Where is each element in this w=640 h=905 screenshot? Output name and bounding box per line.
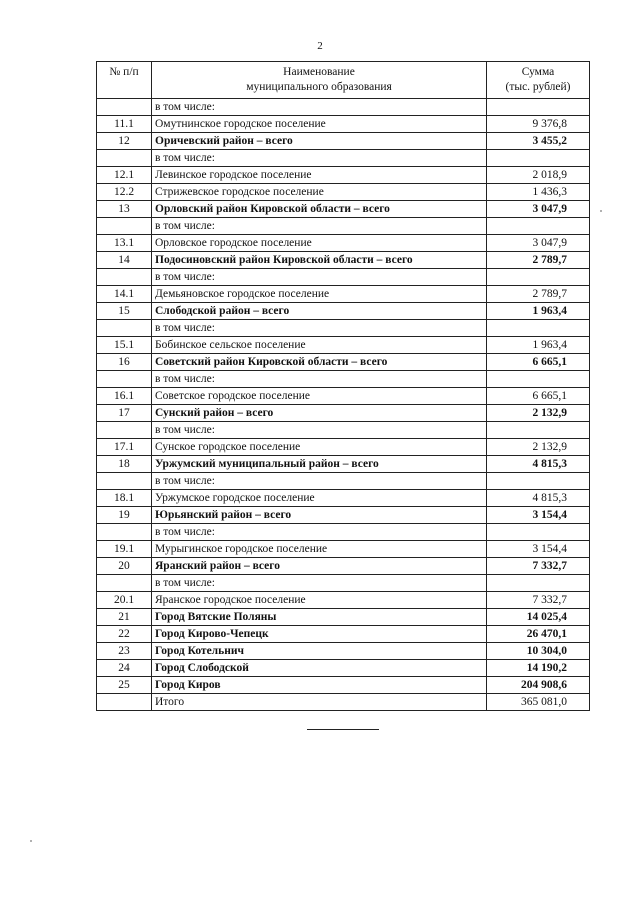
row-sum [487,524,590,541]
row-sum: 365 081,0 [487,694,590,711]
table-row [97,558,590,575]
row-sum [487,422,590,439]
table-row [97,133,590,150]
row-num [97,575,152,592]
row-num: 12 [97,133,152,150]
row-sum: 3 455,2 [487,133,590,150]
table-row [97,524,590,541]
table-row [97,303,590,320]
table-row [97,660,590,677]
table-row [97,609,590,626]
row-name: Орловский район Кировской области – всего [152,201,487,218]
table-row [97,643,590,660]
row-name: Уржумское городское поселение [152,490,487,507]
row-name: Сунское городское поселение [152,439,487,456]
row-sum: 9 376,8 [487,116,590,133]
table-row [97,218,590,235]
row-name: Подосиновский район Кировской области – всего [152,252,487,269]
row-num: 14 [97,252,152,269]
row-num: 22 [97,626,152,643]
table-row [97,405,590,422]
table-row [97,507,590,524]
table-row [97,184,590,201]
row-sum: 204 908,6 [487,677,590,694]
table-row [97,490,590,507]
table-row [97,456,590,473]
row-num: 25 [97,677,152,694]
row-num: 19 [97,507,152,524]
table-row [97,626,590,643]
row-num: 14.1 [97,286,152,303]
row-num [97,422,152,439]
row-sum: 14 190,2 [487,660,590,677]
row-sum: 6 665,1 [487,354,590,371]
header-num: № п/п [97,62,152,99]
row-name: Оричевский район – всего [152,133,487,150]
table-row [97,320,590,337]
row-num: 19.1 [97,541,152,558]
row-name: Сунский район – всего [152,405,487,422]
row-sum [487,575,590,592]
row-sum: 2 789,7 [487,286,590,303]
row-sum: 14 025,4 [487,609,590,626]
row-name: Город Слободской [152,660,487,677]
row-name: Яранский район – всего [152,558,487,575]
row-name: в том числе: [152,422,487,439]
row-num: 13 [97,201,152,218]
row-sum: 1 436,3 [487,184,590,201]
table-row [97,694,590,711]
row-num: 17 [97,405,152,422]
row-num: 13.1 [97,235,152,252]
row-name: в том числе: [152,473,487,490]
row-sum: 3 047,9 [487,235,590,252]
row-name: Бобинское сельское поселение [152,337,487,354]
row-name: Демьяновское городское поселение [152,286,487,303]
row-num: 18.1 [97,490,152,507]
row-sum: 3 047,9 [487,201,590,218]
row-name: в том числе: [152,269,487,286]
header-sum-line2: (тыс. рублей) [505,81,571,93]
row-name: Город Вятские Поляны [152,609,487,626]
row-name: Город Кирово-Чепецк [152,626,487,643]
header-sum-line1: Сумма [521,66,555,78]
row-sum: 3 154,4 [487,541,590,558]
row-sum [487,320,590,337]
row-name: Юрьянский район – всего [152,507,487,524]
row-sum: 7 332,7 [487,558,590,575]
row-num: 16.1 [97,388,152,405]
table-row [97,269,590,286]
row-num [97,218,152,235]
table-row [97,354,590,371]
row-name: Слободской район – всего [152,303,487,320]
row-name: в том числе: [152,575,487,592]
row-num: 17.1 [97,439,152,456]
row-name: Стрижевское городское поселение [152,184,487,201]
row-num [97,150,152,167]
header-sum [487,62,590,99]
header-name [152,62,487,99]
table-row [97,252,590,269]
row-name: Советское городское поселение [152,388,487,405]
row-sum [487,269,590,286]
row-num [97,269,152,286]
row-name: Левинское городское поселение [152,167,487,184]
row-num: 21 [97,609,152,626]
closing-rule [307,729,379,730]
table-header [97,62,590,99]
table-row [97,473,590,490]
table-row [97,167,590,184]
table-row [97,592,590,609]
table-row [97,116,590,133]
table-row [97,371,590,388]
table-row [97,150,590,167]
row-sum [487,218,590,235]
row-name: Город Киров [152,677,487,694]
table-row [97,235,590,252]
row-name: в том числе: [152,320,487,337]
row-sum: 2 132,9 [487,439,590,456]
row-sum: 2 132,9 [487,405,590,422]
allocation-table [96,61,590,711]
page-number: 2 [317,40,323,52]
row-sum [487,99,590,116]
row-num: 20 [97,558,152,575]
row-name: Яранское городское поселение [152,592,487,609]
row-name: в том числе: [152,218,487,235]
row-sum: 6 665,1 [487,388,590,405]
table-row [97,337,590,354]
row-name: в том числе: [152,524,487,541]
table-row [97,439,590,456]
table-row [97,201,590,218]
row-name: Уржумский муниципальный район – всего [152,456,487,473]
row-name: в том числе: [152,150,487,167]
table-row [97,677,590,694]
row-num: 23 [97,643,152,660]
row-sum: 26 470,1 [487,626,590,643]
row-name: Советский район Кировской области – всего [152,354,487,371]
row-num: 15.1 [97,337,152,354]
row-num: 18 [97,456,152,473]
scan-speck [30,840,32,842]
row-num: 12.1 [97,167,152,184]
row-name: Мурыгинское городское поселение [152,541,487,558]
table-row [97,422,590,439]
scan-speck [600,210,602,212]
row-num [97,371,152,388]
table-row [97,575,590,592]
row-name: Омутнинское городское поселение [152,116,487,133]
table-row [97,388,590,405]
row-num: 16 [97,354,152,371]
row-num: 12.2 [97,184,152,201]
header-name-line1: Наименование [283,66,355,78]
row-sum [487,150,590,167]
row-sum: 3 154,4 [487,507,590,524]
row-sum [487,371,590,388]
row-sum: 10 304,0 [487,643,590,660]
row-sum: 2 789,7 [487,252,590,269]
table-row [97,99,590,116]
row-num [97,473,152,490]
row-num [97,524,152,541]
row-name: в том числе: [152,99,487,116]
row-sum: 4 815,3 [487,456,590,473]
row-num: 20.1 [97,592,152,609]
table-row [97,541,590,558]
row-num [97,99,152,116]
row-sum: 1 963,4 [487,337,590,354]
row-name: Итого [152,694,487,711]
row-num: 24 [97,660,152,677]
row-num: 11.1 [97,116,152,133]
row-sum [487,473,590,490]
row-sum: 2 018,9 [487,167,590,184]
row-sum: 4 815,3 [487,490,590,507]
row-sum: 1 963,4 [487,303,590,320]
header-name-line2: муниципального образования [246,81,392,93]
row-num: 15 [97,303,152,320]
row-sum: 7 332,7 [487,592,590,609]
row-name: Город Котельнич [152,643,487,660]
row-num [97,320,152,337]
row-num [97,694,152,711]
row-name: Орловское городское поселение [152,235,487,252]
table-row [97,286,590,303]
row-name: в том числе: [152,371,487,388]
